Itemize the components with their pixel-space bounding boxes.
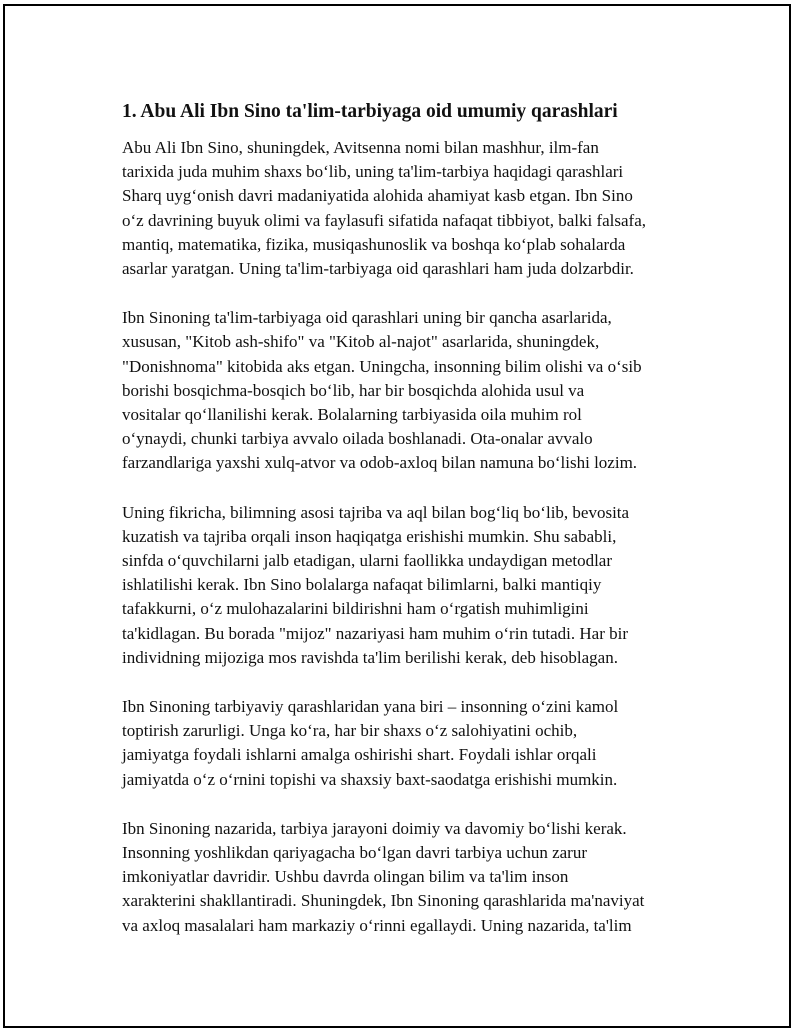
text-line: Abu Ali Ibn Sino, shuningdek, Avitsenna nomi bilan mashhur, ilm-fan bbox=[122, 138, 599, 157]
text-line: vositalar qo‘llanilishi kerak. Bolalarning tarbiyasida oila muhim rol bbox=[122, 405, 582, 425]
paragraph bbox=[122, 817, 702, 938]
text-line: Sharq uyg‘onish davri madaniyatida alohida ahamiyat kasb etgan. Ibn Sino bbox=[122, 186, 633, 206]
text-line: jamiyatda o‘z o‘rnini topishi va shaxsiy baxt-saodatga erishishi mumkin. bbox=[122, 769, 618, 789]
document-body bbox=[122, 98, 702, 963]
text-line: asarlar yaratgan. Uning ta'lim-tarbiyaga oid qarashlari ham juda dolzarbdir. bbox=[122, 259, 634, 279]
text-line: jamiyatga foydali ishlarni amalga oshirishi shart. Foydali ishlar orqali bbox=[122, 745, 597, 765]
text-line: xususan, "Kitob ash-shifo" va "Kitob al-najot" asarlarida, shuningdek, bbox=[122, 332, 600, 352]
text-line: Ibn Sinoning ta'lim-tarbiyaga oid qarashlari uning bir qancha asarlarida, bbox=[122, 308, 612, 328]
text-line: toptirish zarurligi. Unga ko‘ra, har bir shaxs o‘z salohiyatini ochib, bbox=[122, 721, 578, 741]
text-line: tafakkurni, o‘z mulohazalarini bildirishni ham o‘rgatish muhimligini bbox=[122, 599, 589, 619]
paragraph-list bbox=[122, 136, 702, 938]
text-line: Uning fikricha, bilimning asosi tajriba va aql bilan bog‘liq bo‘lib, bevosita bbox=[122, 502, 630, 522]
text-line: Insonning yoshlikdan qariyagacha bo‘lgan davri tarbiya uchun zarur bbox=[122, 843, 587, 863]
text-line: farzandlariga yaxshi xulq-atvor va odob-axloq bilan namuna bo‘lishi lozim. bbox=[122, 453, 638, 473]
text-line: tarixida juda muhim shaxs bo‘lib, uning ta'lim-tarbiya haqidagi qarashlari bbox=[122, 162, 624, 182]
text-line: Ibn Sinoning tarbiyaviy qarashlaridan yana biri – insonning o‘zini kamol bbox=[122, 697, 619, 717]
text-line: va axloq masalalari ham markaziy o‘rinni egallaydi. Uning nazarida, ta'lim bbox=[122, 915, 632, 935]
paragraph bbox=[122, 136, 702, 281]
section-title: 1. Abu Ali Ibn Sino ta'lim-tarbiyaga oid umumiy qarashlari bbox=[122, 101, 618, 122]
text-line: Ibn Sinoning nazarida, tarbiya jarayoni doimiy va davomiy bo‘lishi kerak. bbox=[122, 818, 627, 838]
paragraph bbox=[122, 695, 702, 792]
text-line: mantiq, matematika, fizika, musiqashunoslik va boshqa ko‘plab sohalarda bbox=[122, 234, 626, 254]
paragraph bbox=[122, 306, 702, 475]
text-line: "Donishnoma" kitobida aks etgan. Uningcha, insonning bilim olishi va o‘sib bbox=[122, 356, 642, 376]
text-line: kuzatish va tajriba orqali inson haqiqatga erishishi mumkin. Shu sababli, bbox=[122, 526, 617, 546]
text-line: xarakterini shakllantiradi. Shuningdek, Ibn Sinoning qarashlarida ma'naviyat bbox=[122, 891, 645, 911]
text-line: o‘z davrining buyuk olimi va faylasufi sifatida nafaqat tibbiyot, balki falsafa, bbox=[122, 210, 647, 230]
text-line: imkoniyatlar davridir. Ushbu davrda olingan bilim va ta'lim inson bbox=[122, 867, 569, 887]
text-line: sinfda o‘quvchilarni jalb etadigan, ularni faollikka undaydigan metodlar bbox=[122, 551, 613, 571]
text-line: o‘ynaydi, chunki tarbiya avvalo oilada boshlanadi. Ota-onalar avvalo bbox=[122, 429, 593, 449]
text-line: individning mijoziga mos ravishda ta'lim berilishi kerak, deb hisoblagan. bbox=[122, 647, 618, 667]
text-line: ta'kidlagan. Bu borada "mijoz" nazariyasi ham muhim o‘rin tutadi. Har bir bbox=[122, 623, 629, 643]
page-frame bbox=[3, 4, 791, 1028]
text-line: ishlatilishi kerak. Ibn Sino bolalarga nafaqat bilimlarni, balki mantiqiy bbox=[122, 575, 602, 595]
paragraph bbox=[122, 501, 702, 670]
text-line: borishi bosqichma-bosqich bo‘lib, har bir bosqichda alohida usul va bbox=[122, 380, 585, 400]
